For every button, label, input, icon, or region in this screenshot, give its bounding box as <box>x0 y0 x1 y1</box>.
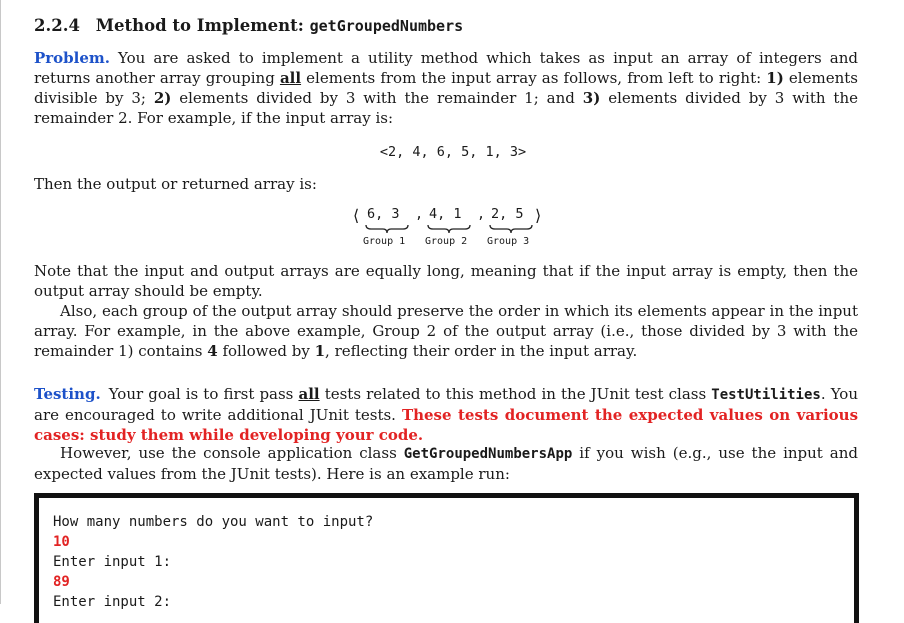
testing-warning: These tests document the expected values on various cases: study them while developing your code. <box>34 406 859 444</box>
document-page <box>1 0 904 610</box>
order-text: Also, each group of the output array should preserve the order in which its elements appear in the input array. For example, in the above example, Group 2 of the output array (i.e., those divided by 3 with the remainder 1) contains <box>34 302 858 360</box>
test-class-name: TestUtilities <box>711 387 821 403</box>
example-output-array <box>351 206 551 254</box>
problem-item-3: 3) <box>582 89 601 107</box>
group-1-values: 6, 3 <box>367 206 400 222</box>
order-value-4: 4 <box>207 342 218 360</box>
group-separator: , <box>415 206 424 222</box>
group-1-underbrace <box>365 224 409 234</box>
group-2-values: 4, 1 <box>429 206 462 222</box>
group-3-label: Group 3 <box>487 236 530 247</box>
testing-all-emphasis: all <box>298 385 320 403</box>
problem-text: elements divided by 3 with the remainder 1; and <box>171 89 583 107</box>
console-prompt-line: Enter input 2: <box>53 594 172 610</box>
console-input-line: 10 <box>53 534 70 550</box>
group-2-underbrace <box>427 224 471 234</box>
console-app-class: GetGroupedNumbersApp <box>403 446 573 462</box>
section-number: 2.2.4 <box>34 16 80 35</box>
group-3-values: 2, 5 <box>491 206 524 222</box>
close-bracket: ⟩ <box>535 206 542 225</box>
section-title: Method to Implement: <box>95 16 304 35</box>
problem-paragraph <box>34 48 858 128</box>
testing-text: tests related to this method in the JUnit test class <box>319 385 712 403</box>
problem-text: You are asked to implement a utility method which takes as input an array of integers and returns another array grouping <box>34 49 858 87</box>
group-2-label: Group 2 <box>425 236 468 247</box>
problem-text: elements divided by 3 with the remainder 2. For example, if the input array is: <box>34 89 858 127</box>
problem-item-1: 1) <box>766 69 784 87</box>
order-text: followed by <box>217 342 315 360</box>
problem-all-emphasis: all <box>279 69 302 87</box>
console-app-text: However, use the console application class <box>60 444 404 462</box>
console-prompt-line: How many numbers do you want to input? <box>53 514 374 530</box>
group-3-underbrace <box>489 224 533 234</box>
console-input-line: 89 <box>53 574 70 590</box>
group-separator: , <box>477 206 486 222</box>
console-app-paragraph <box>34 443 858 484</box>
problem-text: elements divisible by 3; <box>34 69 858 107</box>
output-intro: Then the output or returned array is: <box>34 175 317 193</box>
note-paragraph: Note that the input and output arrays are equally long, meaning that if the input array is empty, then the output array should be empty. <box>34 262 858 300</box>
testing-lead: Testing. <box>34 385 101 403</box>
testing-text: . You are encouraged to write additional JUnit tests. <box>34 385 858 424</box>
testing-text: Your goal is to first pass <box>108 385 299 403</box>
testing-paragraph <box>34 384 858 445</box>
open-bracket: ⟨ <box>353 206 360 225</box>
order-text: , reflecting their order in the input array. <box>325 342 638 360</box>
problem-item-2: 2) <box>153 89 172 107</box>
example-input-array: <2, 4, 6, 5, 1, 3> <box>379 144 527 160</box>
problem-text: elements from the input array as follows, from left to right: <box>301 69 767 87</box>
console-app-text: if you wish (e.g., use the input and expected values from the JUnit tests). Here is an example run: <box>34 444 859 483</box>
console-prompt-line: Enter input 1: <box>53 554 172 570</box>
group-1-label: Group 1 <box>363 236 406 247</box>
section-heading <box>34 16 463 35</box>
order-paragraph <box>34 301 858 361</box>
problem-lead: Problem. <box>34 49 111 67</box>
method-name: getGroupedNumbers <box>309 17 464 35</box>
order-value-1: 1 <box>314 342 326 360</box>
